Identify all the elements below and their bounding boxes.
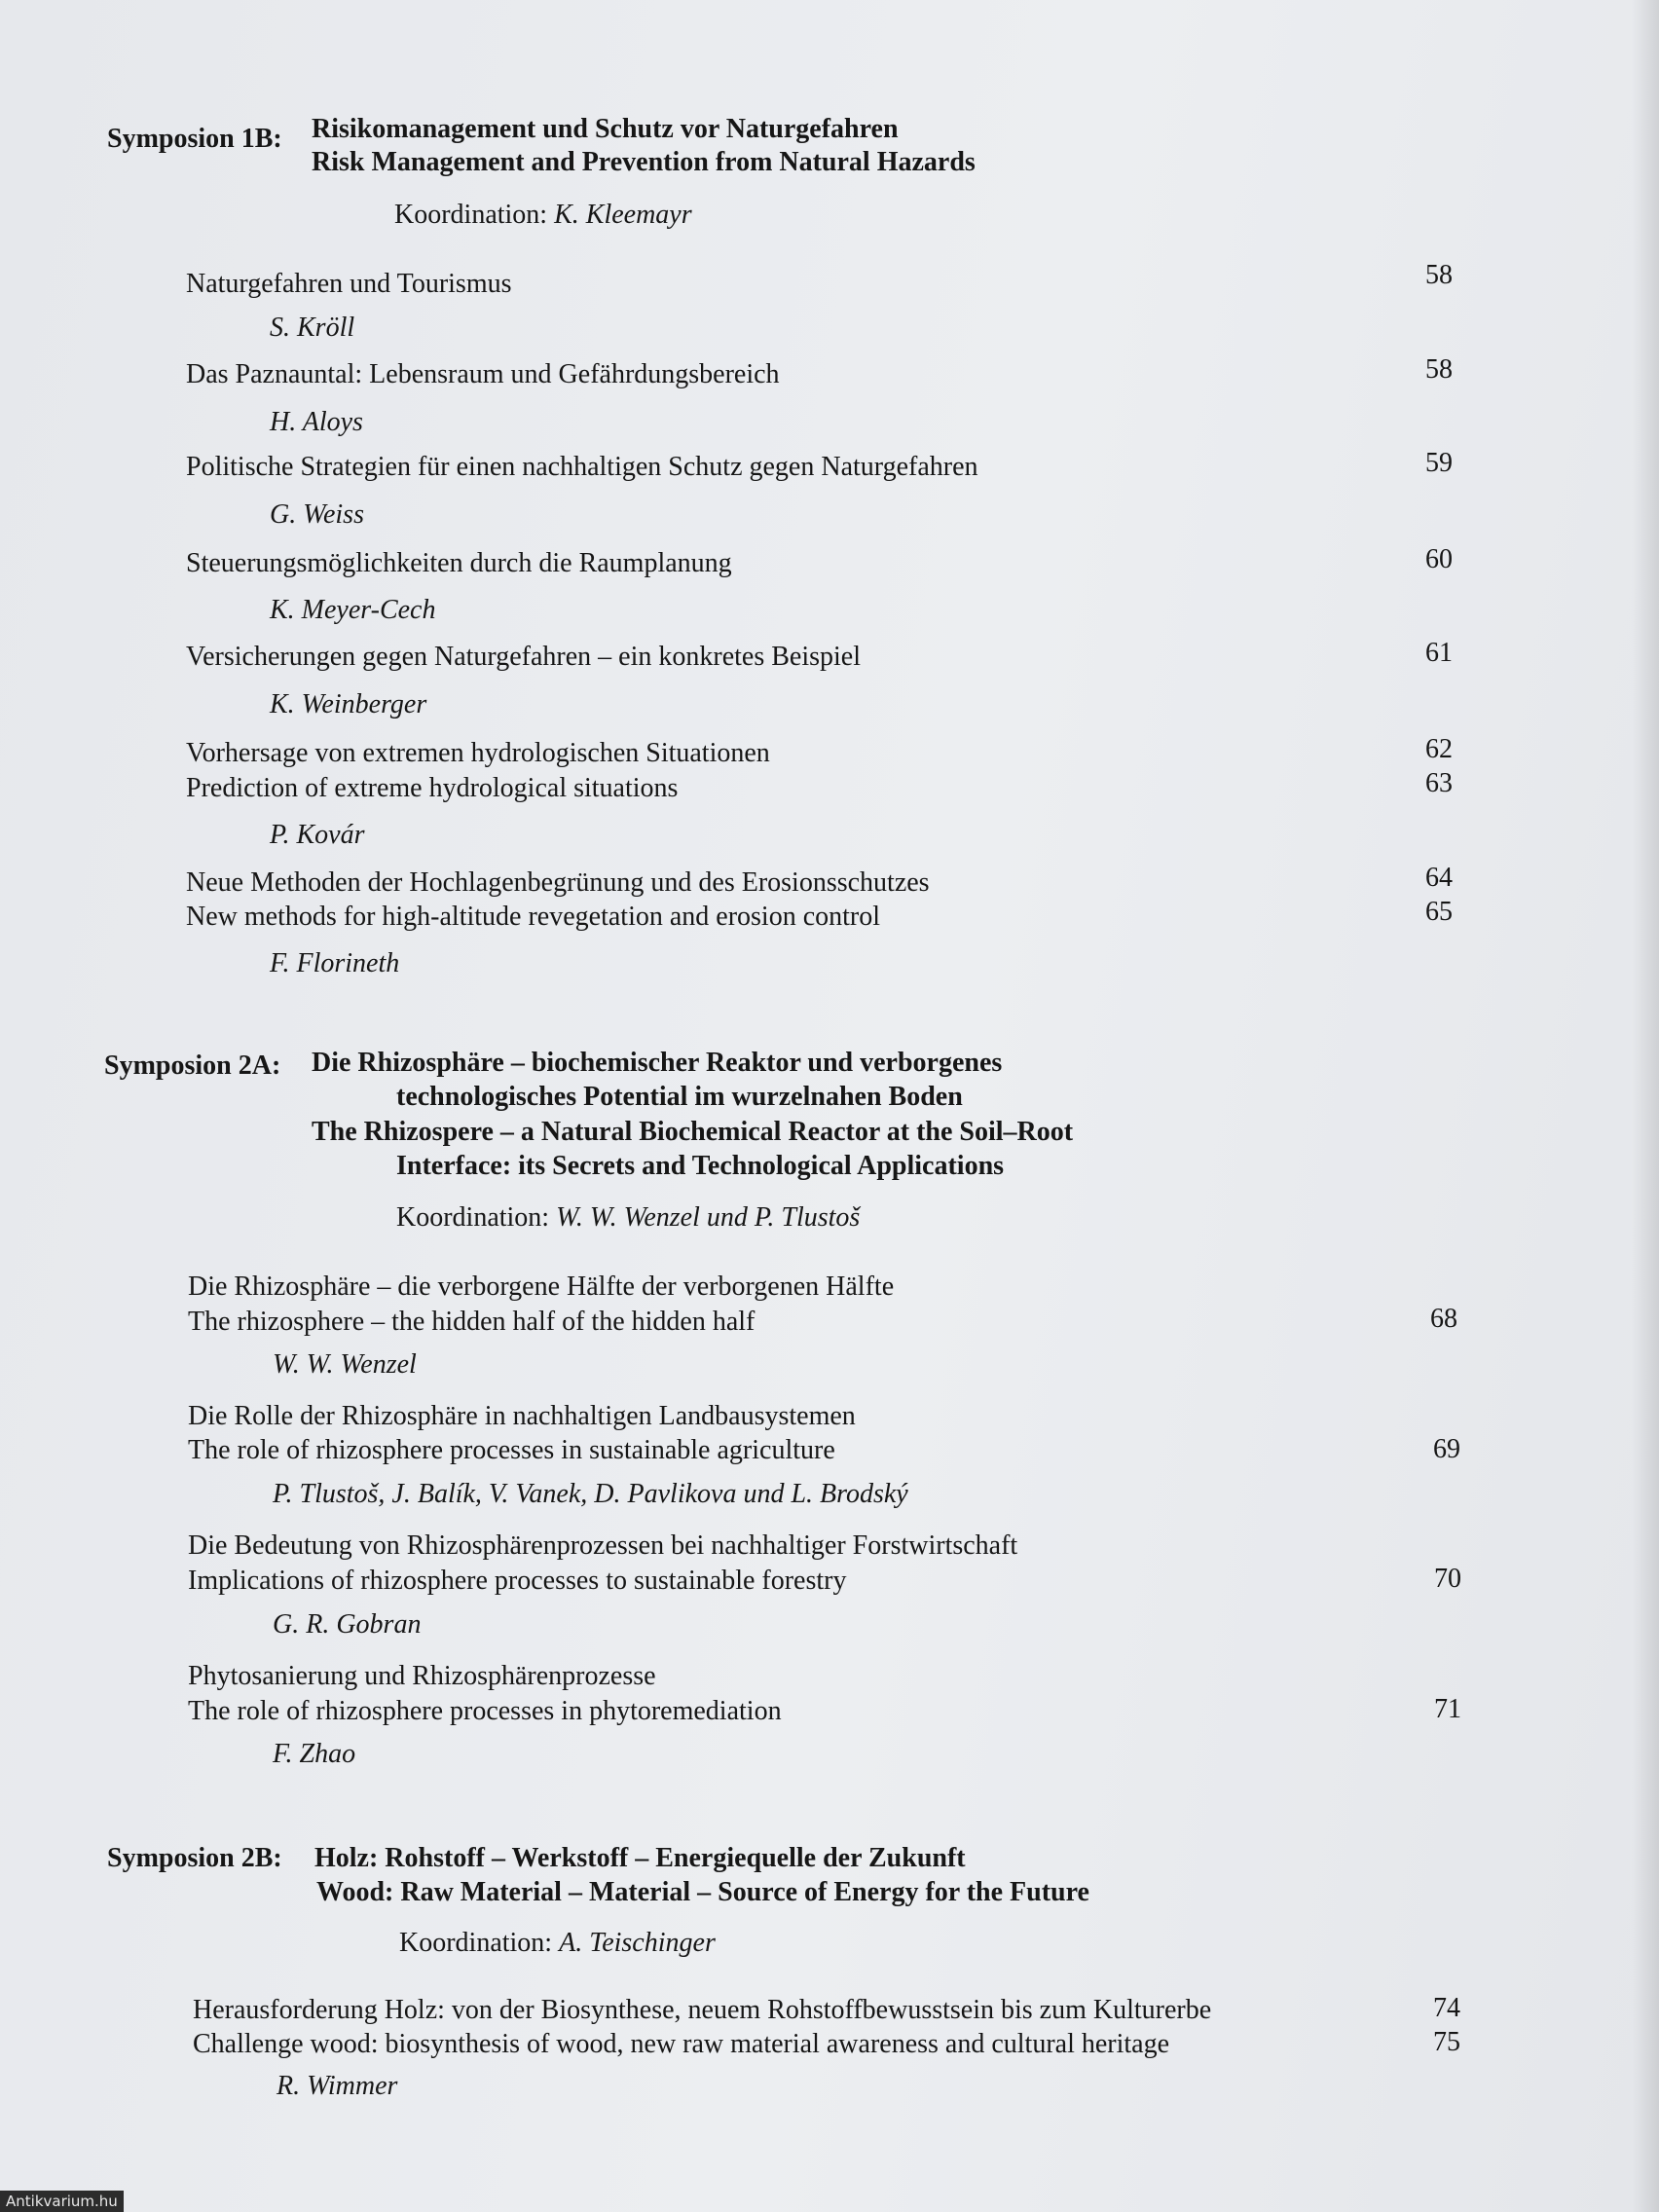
entry-title: Naturgefahren und Tourismus (186, 269, 512, 299)
symposion-2b-title-de: Holz: Rohstoff – Werkstoff – Energiequelle der Zukunft (314, 1843, 966, 1873)
symposion-2a-coordination (396, 1201, 860, 1235)
page-number: 65 (1425, 897, 1453, 927)
entry-author: K. Weinberger (270, 689, 427, 719)
coordination-prefix: Koordination: (399, 1928, 560, 1958)
page-number: 62 (1425, 734, 1453, 764)
coordinator: A. Teischinger (559, 1928, 716, 1958)
page-number: 59 (1425, 448, 1453, 478)
coordinator: K. Kleemayr (554, 200, 692, 230)
page-number: 60 (1425, 544, 1453, 574)
entry-title-en: The role of rhizosphere processes in phytoremediation (188, 1696, 782, 1726)
symposion-2b-label: Symposion 2B: (107, 1843, 282, 1873)
entry-author: G. Weiss (270, 499, 364, 530)
coordination-prefix: Koordination: (396, 1202, 557, 1233)
entry-author: H. Aloys (270, 407, 363, 437)
entry-author: K. Meyer-Cech (270, 595, 436, 625)
entry-author: F. Zhao (273, 1739, 356, 1769)
entry-title: Steuerungsmöglichkeiten durch die Raumplanung (186, 548, 732, 578)
page-number: 69 (1433, 1434, 1460, 1464)
entry-title: Die Rolle der Rhizosphäre in nachhaltigen Landbausystemen (188, 1401, 856, 1431)
entry-title-en: The rhizosphere – the hidden half of the hidden half (188, 1307, 756, 1337)
entry-author: W. W. Wenzel (273, 1349, 417, 1380)
entry-author: F. Florineth (270, 948, 400, 978)
symposion-2b-coordination (399, 1927, 716, 1960)
entry-author: P. Tlustoš, J. Balík, V. Vanek, D. Pavlikova und L. Brodský (273, 1479, 908, 1509)
entry-title: Politische Strategien für einen nachhaltigen Schutz gegen Naturgefahren (186, 452, 978, 482)
symposion-2a-title-de-2: technologisches Potential im wurzelnahen Boden (396, 1082, 963, 1112)
entry-title: Neue Methoden der Hochlagenbegrünung und des Erosionsschutzes (186, 867, 930, 898)
entry-title: Herausforderung Holz: von der Biosynthese, neuem Rohstoffbewusstsein bis zum Kulturerbe (193, 1995, 1212, 2025)
page-number: 61 (1425, 638, 1453, 668)
entry-title-en: The role of rhizosphere processes in sustainable agriculture (188, 1435, 835, 1465)
symposion-1b-coordination (394, 199, 692, 232)
page-number: 64 (1425, 863, 1453, 893)
entry-author: R. Wimmer (276, 2071, 398, 2101)
symposion-2b-title-en: Wood: Raw Material – Material – Source of Energy for the Future (316, 1877, 1089, 1907)
page-number: 63 (1425, 768, 1453, 798)
symposion-2a-title-de-1: Die Rhizosphäre – biochemischer Reaktor und verborgenes (312, 1048, 1003, 1078)
entry-author: S. Kröll (270, 313, 355, 343)
page-number: 70 (1434, 1564, 1461, 1594)
entry-title: Die Bedeutung von Rhizosphärenprozessen bei nachhaltiger Forstwirtschaft (188, 1530, 1018, 1561)
entry-author: P. Kovár (270, 820, 365, 850)
symposion-2a-label: Symposion 2A: (104, 1051, 281, 1081)
page-number: 58 (1425, 260, 1453, 290)
entry-title-en: Challenge wood: biosynthesis of wood, new raw material awareness and cultural heritage (193, 2029, 1170, 2059)
entry-author: G. R. Gobran (273, 1609, 422, 1640)
entry-title: Die Rhizosphäre – die verborgene Hälfte der verborgenen Hälfte (188, 1272, 895, 1302)
entry-title-en: New methods for high-altitude revegetation and erosion control (186, 902, 881, 932)
symposion-1b-title-en: Risk Management and Prevention from Natural Hazards (312, 147, 976, 177)
entry-title-en: Prediction of extreme hydrological situations (186, 773, 679, 803)
symposion-1b-label: Symposion 1B: (107, 124, 282, 154)
page-number: 68 (1430, 1304, 1457, 1334)
entry-title: Versicherungen gegen Naturgefahren – ein konkretes Beispiel (186, 642, 862, 672)
entry-title: Das Paznauntal: Lebensraum und Gefährdungsbereich (186, 359, 780, 389)
watermark: Antikvarium.hu (0, 2191, 124, 2212)
coordination-prefix: Koordination: (394, 200, 555, 230)
symposion-2a-title-en-2: Interface: its Secrets and Technological Applications (396, 1151, 1005, 1181)
coordinator: W. W. Wenzel und P. Tlustoš (556, 1202, 861, 1233)
page-number: 75 (1433, 2027, 1460, 2057)
symposion-2a-title-en-1: The Rhizospere – a Natural Biochemical Reactor at the Soil–Root (312, 1117, 1074, 1147)
entry-title: Phytosanierung und Rhizosphärenprozesse (188, 1661, 656, 1691)
page-edge-shadow (1632, 0, 1659, 2212)
page-number: 74 (1433, 1993, 1460, 2023)
page-number: 71 (1434, 1694, 1461, 1724)
symposion-1b-title-de: Risikomanagement und Schutz vor Naturgefahren (312, 114, 899, 144)
page-number: 58 (1425, 354, 1453, 385)
entry-title-en: Implications of rhizosphere processes to sustainable forestry (188, 1566, 847, 1596)
entry-title: Vorhersage von extremen hydrologischen Situationen (186, 738, 770, 768)
